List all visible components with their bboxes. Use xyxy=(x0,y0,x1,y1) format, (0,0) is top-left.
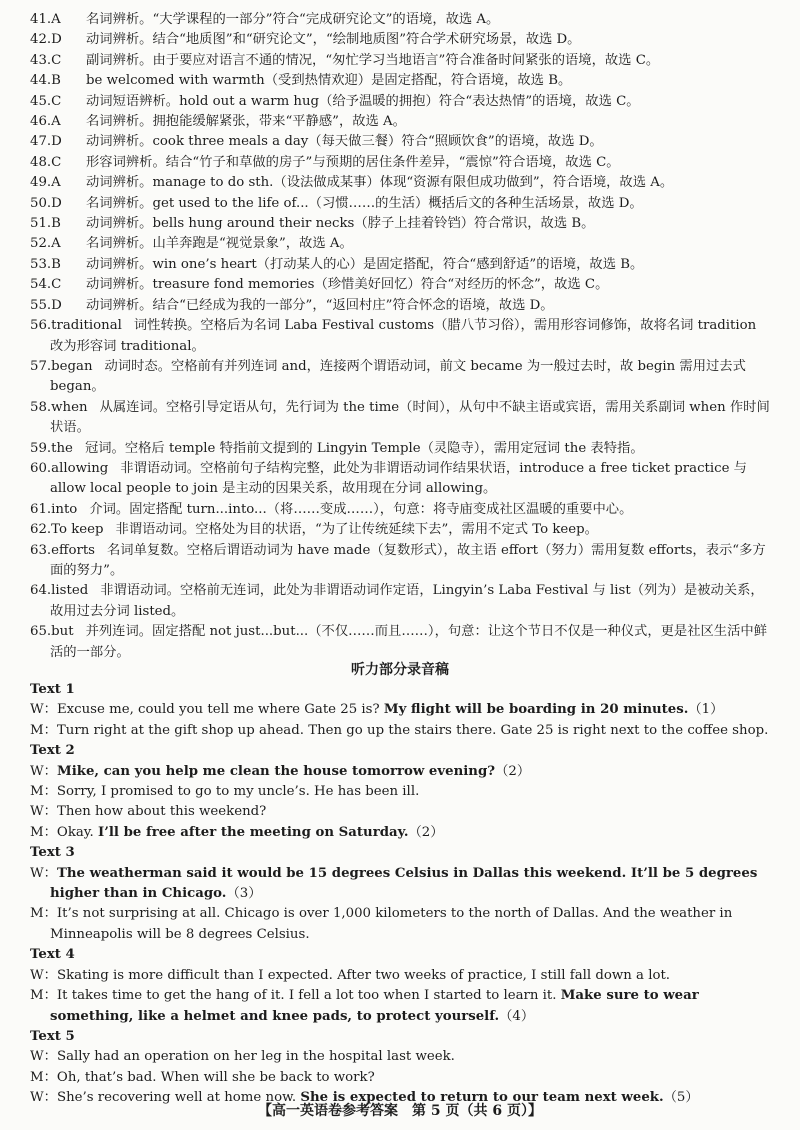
question-number: （2） xyxy=(408,824,444,840)
dialogue-line xyxy=(30,966,772,986)
answer-number: 61.into xyxy=(30,501,78,517)
answer-explanation: 名词辨析。“大学课程的一部分”符合“完成研究论文”的语境，故选 A。 xyxy=(86,12,500,27)
speaker-label: W： xyxy=(30,1090,57,1106)
speaker-label: M： xyxy=(30,784,57,800)
dialogue-text: Oh, that’s bad. When will she be back to work? xyxy=(56,1069,375,1085)
page-footer: 【高一英语卷参考答案 第 5 页（共 6 页）】 xyxy=(258,1103,542,1119)
answer-evidence: She is expected to return to our team next week. xyxy=(300,1090,664,1106)
dialogue-line xyxy=(30,1047,772,1067)
answer-item xyxy=(30,194,772,214)
answer-item xyxy=(30,439,772,459)
answer-explanation: 词性转换。空格后为名词 Laba Festival customs（腊八节习俗），需用形容词修饰，故将名词 tradition 改为形容词 traditional。 xyxy=(50,318,757,354)
question-number: （5） xyxy=(663,1090,699,1106)
answer-number: 54.C xyxy=(30,277,62,293)
answer-explanation: 动词辨析。结合“已经成为我的一部分”，“返回村庄”符合怀念的语境，故选 D。 xyxy=(86,297,554,313)
listening-transcript xyxy=(30,680,772,1109)
text-label: Text 3 xyxy=(30,845,75,861)
dialogue-line xyxy=(30,904,772,945)
answer-item xyxy=(30,112,772,132)
answer-explanation: 并列连词。固定搭配 not just...but...（不仅……而且……），句意：让这个节日不仅是一种仪式，更是社区生活中鲜活的一部分。 xyxy=(50,624,767,660)
answer-item xyxy=(30,255,772,275)
answer-number: 44.B xyxy=(30,73,61,89)
question-number: （2） xyxy=(495,763,531,779)
answer-number: 62.To keep xyxy=(30,522,104,538)
dialogue-line xyxy=(30,864,772,905)
dialogue-text: Skating is more difficult than I expected. After two weeks of practice, I still fall down a lot. xyxy=(56,967,671,983)
answer-evidence: Make sure to wear something, like a helmet and knee pads, to protect yourself. xyxy=(50,988,699,1024)
answer-number: 52.A xyxy=(30,236,61,252)
answer-item xyxy=(30,357,772,398)
speaker-label: M： xyxy=(30,722,57,738)
answer-explanation: 名词辨析。山羊奔跑是“视觉景象”，故选 A。 xyxy=(86,236,353,252)
dialogue-text: Sally had an operation on her leg in the hospital last week. xyxy=(56,1049,455,1065)
listening-section-title: 听力部分录音稿 xyxy=(351,662,449,678)
answer-explanation: 名词辨析。get used to the life of...（习惯……的生活）概括后文的各种生活场景，故选 D。 xyxy=(86,195,643,211)
answer-explanation: 形容词辨析。结合“竹子和草做的房子”与预期的居住条件差异，“震惊”符合语境，故选 C。 xyxy=(86,154,620,170)
answer-item xyxy=(30,316,772,357)
answer-item xyxy=(30,173,772,193)
dialogue-text: Excuse me, could you tell me where Gate 25 is? xyxy=(56,702,384,718)
answer-item xyxy=(30,541,772,582)
answer-number: 46.A xyxy=(30,114,61,130)
answer-number: 63.efforts xyxy=(30,542,95,558)
answer-number: 47.D xyxy=(30,134,62,150)
speaker-label: M： xyxy=(30,906,57,922)
answer-item xyxy=(30,51,772,71)
dialogue-text: She’s recovering well at home now. xyxy=(56,1090,301,1106)
answer-item xyxy=(30,275,772,295)
answer-number: 48.C xyxy=(30,154,62,170)
speaker-label: W： xyxy=(30,804,57,820)
answer-explanation: 名词辨析。拥抱能缓解紧张，带来“平静感”，故选 A。 xyxy=(86,114,406,130)
answer-item xyxy=(30,622,772,663)
speaker-label: M： xyxy=(30,824,57,840)
dialogue-line xyxy=(30,823,772,843)
dialogue-text: Turn right at the gift shop up ahead. Then go up the stairs there. Gate 25 is right next to the coffee shop. xyxy=(56,722,769,738)
dialogue-line xyxy=(30,700,772,720)
answer-explanation: 冠词。空格后 temple 特指前文提到的 Lingyin Temple（灵隐寺），需用定冠词 the 表特指。 xyxy=(84,440,644,456)
dialogue-text: Sorry, I promised to go to my uncle’s. He has been ill. xyxy=(56,784,420,800)
dialogue-line xyxy=(30,802,772,822)
dialogue-text: Okay. xyxy=(56,824,99,840)
answer-explanation: 介词。固定搭配 turn...into...（将……变成……），句意：将寺庙变成社区温暖的重要中心。 xyxy=(89,501,633,517)
answer-explanation: 非谓语动词。空格前句子结构完整，此处为非谓语动词作结果状语，introduce a free ticket practice 与 allow local people to join 是主动的因果关系，故用现在分词 allowing。 xyxy=(50,460,747,497)
dialogue-line xyxy=(30,782,772,802)
text-label: Text 1 xyxy=(30,682,75,697)
answer-number: 50.D xyxy=(30,195,62,211)
answer-number: 43.C xyxy=(30,52,62,68)
answer-explanation: 非谓语动词。空格前无连词，此处为非谓语动词作定语，Lingyin’s Laba Festival 与 list（列为）是被动关系，故用过去分词 listed。 xyxy=(50,583,764,619)
answer-evidence: The weatherman said it would be 15 degrees Celsius in Dallas this weekend. It’ll be 5 degrees higher than in Chicago. xyxy=(50,865,758,902)
answer-number: 56.traditional xyxy=(30,318,122,334)
speaker-label: W： xyxy=(30,763,57,779)
dialogue-line xyxy=(30,762,772,782)
answer-item xyxy=(30,153,772,173)
answer-number: 55.D xyxy=(30,297,62,313)
dialogue-line xyxy=(30,986,772,1027)
answer-evidence: Mike, can you help me clean the house tomorrow evening? xyxy=(56,763,496,779)
answer-explanation: 名词单复数。空格后谓语动词为 have made（复数形式），故主语 effort（努力）需用复数 efforts，表示“多方面的努力”。 xyxy=(50,542,766,578)
answer-number: 58.when xyxy=(30,399,88,415)
answer-evidence: My flight will be boarding in 20 minutes. xyxy=(383,702,689,718)
speaker-label: M： xyxy=(30,1069,57,1085)
answer-item xyxy=(30,296,772,316)
dialogue-text: It takes time to get the hang of it. I fell a lot too when I started to learn it. xyxy=(56,988,561,1004)
answer-item xyxy=(30,581,772,622)
dialogue-line xyxy=(30,1068,772,1088)
text-label: Text 5 xyxy=(30,1028,75,1044)
answer-item xyxy=(30,214,772,234)
answer-item xyxy=(30,71,772,91)
answer-explanation: 副词辨析。由于要应对语言不通的情况，“匆忙学习当地语言”符合准备时间紧张的语境，故选 C。 xyxy=(86,52,660,68)
answer-number: 64.listed xyxy=(30,583,89,599)
answer-item xyxy=(30,132,772,152)
answer-explanation: 非谓语动词。空格处为目的状语，“为了让传统延续下去”，需用不定式 To keep。 xyxy=(115,522,598,538)
answer-item xyxy=(30,520,772,540)
answer-number: 53.B xyxy=(30,256,61,272)
answer-item xyxy=(30,92,772,112)
answer-number: 49.A xyxy=(30,175,61,191)
speaker-label: W： xyxy=(30,702,57,718)
question-number: （1） xyxy=(688,702,724,718)
answer-number: 59.the xyxy=(30,440,73,456)
answer-explanation: 动词辨析。treasure fond memories（珍惜美好回忆）符合“对经历的怀念”，故选 C。 xyxy=(86,277,609,293)
speaker-label: W： xyxy=(30,967,57,983)
answer-explanation: 动词辨析。bells hung around their necks（脖子上挂着铃铛）符合常识，故选 B。 xyxy=(86,216,595,232)
dialogue-text: It’s not surprising at all. Chicago is over 1,000 kilometers to the north of Dallas. And the weather in Minneapolis will be 8 degrees Celsius. xyxy=(50,906,733,942)
answer-number: 51.B xyxy=(30,216,61,232)
question-number: （4） xyxy=(499,1008,535,1024)
question-number: （3） xyxy=(226,886,262,902)
answer-number: 42.D xyxy=(30,32,62,48)
answer-item xyxy=(30,30,772,50)
answer-explanation: 动词辨析。结合“地质图”和“研究论文”，“绘制地质图”符合学术研究场景，故选 D。 xyxy=(86,32,581,48)
answer-number: 65.but xyxy=(30,624,74,640)
answer-item xyxy=(30,500,772,520)
answer-explanation: 动词辨析。manage to do sth.（设法做成某事）体现“资源有限但成功做到”，符合语境，故选 A。 xyxy=(86,175,674,191)
answer-number: 60.allowing xyxy=(30,460,109,476)
answer-explanation: 动词短语辨析。hold out a warm hug（给予温暖的拥抱）符合“表达热情”的语境，故选 C。 xyxy=(86,93,640,109)
speaker-label: W： xyxy=(30,1049,57,1065)
answer-list xyxy=(30,10,772,663)
answer-item xyxy=(30,234,772,254)
answer-explanation: be welcomed with warmth（受到热情欢迎）是固定搭配，符合语境，故选 B。 xyxy=(86,73,572,89)
answer-number: 45.C xyxy=(30,93,62,109)
speaker-label: M： xyxy=(30,988,57,1004)
dialogue-text: Then how about this weekend? xyxy=(56,804,267,820)
answer-evidence: I’ll be free after the meeting on Saturday. xyxy=(98,824,409,840)
speaker-label: W： xyxy=(30,865,57,881)
answer-explanation: 动词辨析。win one’s heart（打动某人的心）是固定搭配，符合“感到舒适”的语境，故选 B。 xyxy=(86,256,644,272)
answer-explanation: 动词时态。空格前有并列连词 and，连接两个谓语动词，前文 became 为一般过去时，故 begin 需用过去式 began。 xyxy=(50,358,746,395)
answer-number: 57.began xyxy=(30,358,93,374)
dialogue-line xyxy=(30,721,772,741)
answer-explanation: 动词辨析。cook three meals a day（每天做三餐）符合“照顾饮食”的语境，故选 D。 xyxy=(86,134,603,150)
answer-number: 41.A xyxy=(30,12,61,27)
text-label: Text 4 xyxy=(30,947,75,963)
answer-item xyxy=(30,459,772,500)
answer-item xyxy=(30,10,772,30)
text-label: Text 2 xyxy=(30,743,75,759)
answer-item xyxy=(30,398,772,439)
answer-explanation: 从属连词。空格引导定语从句，先行词为 the time（时间），从句中不缺主语或宾语，需用关系副词 when 作时间状语。 xyxy=(50,399,770,436)
